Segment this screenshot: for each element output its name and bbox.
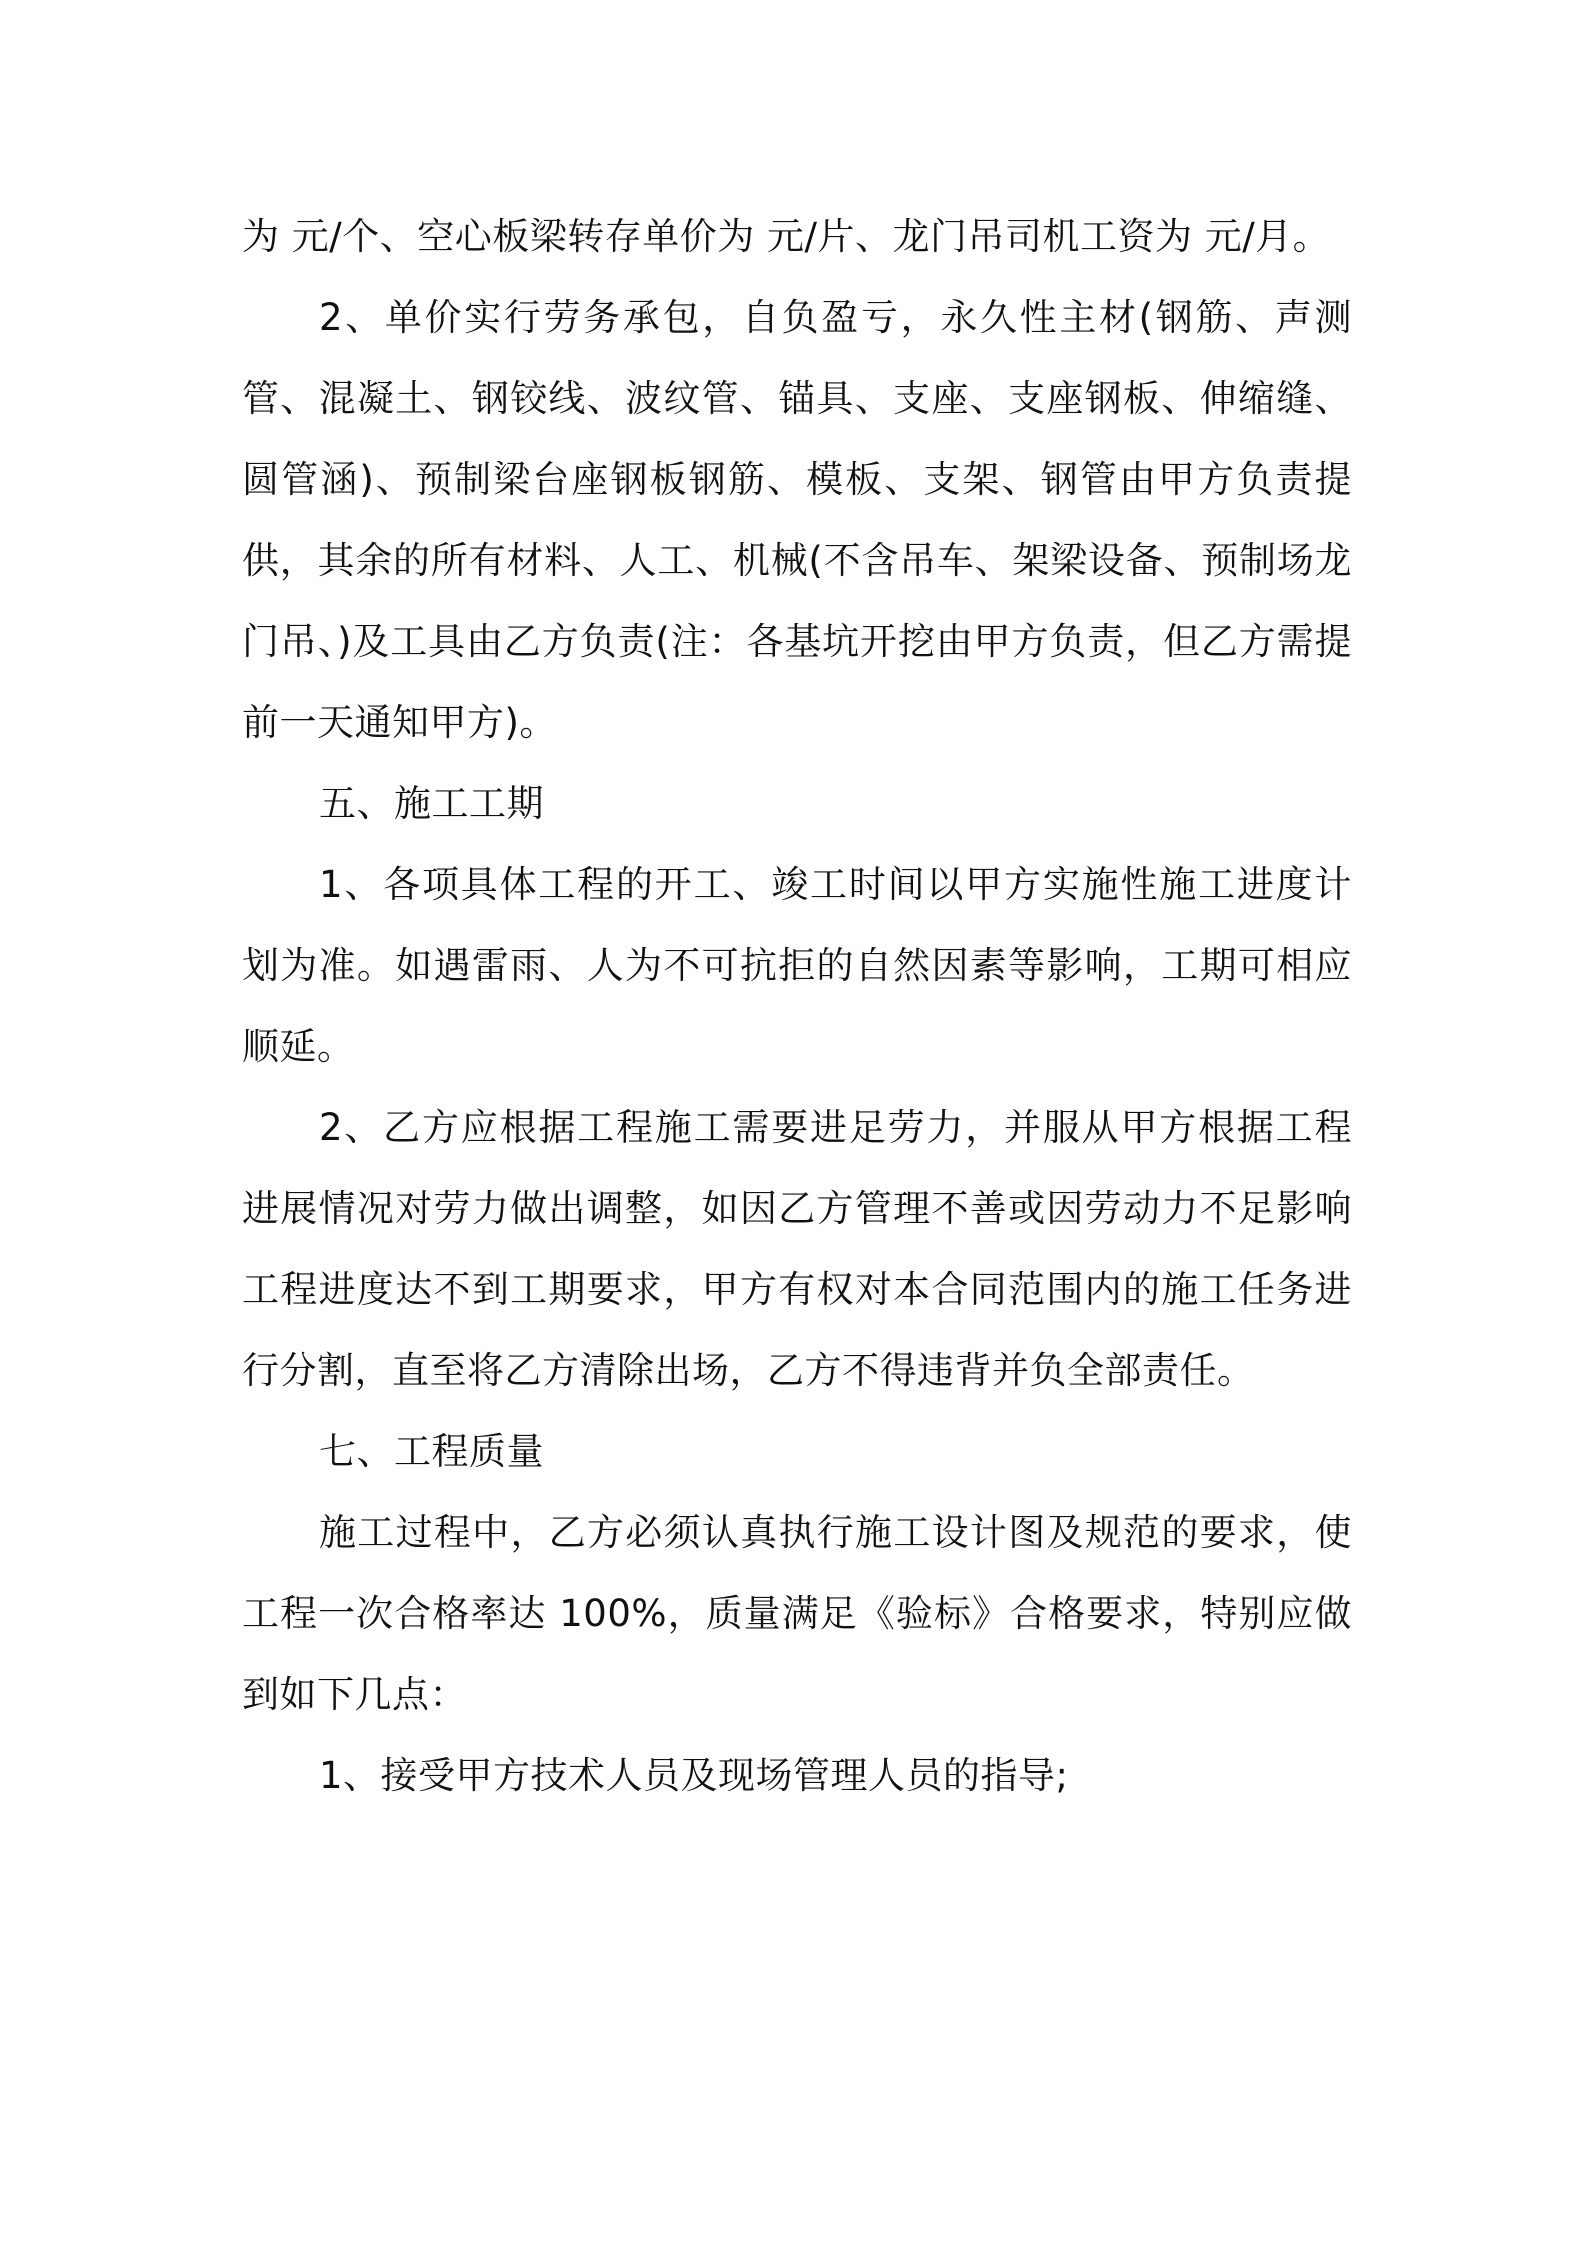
paragraph-labor-contract: 2、单价实行劳务承包，自负盈亏，永久性主材(钢筋、声测管、混凝土、钢铰线、波纹管、锚具、支座、支座钢板、伸缩缝、圆管涵)、预制梁台座钢板钢筋、模板、支架、钢管由甲方负责提供，其余的所有材料、人工、机械(不含吊车、架梁设备、预制场龙门吊、)及工具由乙方负责(注：各基坑开挖由甲方负责，但乙方需提前一天通知甲方)。	[242, 296, 1352, 744]
section-heading-construction-period: 五、施工工期	[319, 782, 544, 825]
document-page	[242, 196, 1352, 1816]
list-item-accept-guidance: 1、接受甲方技术人员及现场管理人员的指导;	[319, 1754, 1069, 1797]
section-heading-engineering-quality: 七、工程质量	[319, 1430, 544, 1473]
paragraph-schedule-start-finish: 1、各项具体工程的开工、竣工时间以甲方实施性施工进度计划为准。如遇雷雨、人为不可抗拒的自然因素等影响，工期可相应顺延。	[242, 863, 1352, 1068]
paragraph-labor-adjustment: 2、乙方应根据工程施工需要进足劳力，并服从甲方根据工程进展情况对劳力做出调整，如因乙方管理不善或因劳动力不足影响工程进度达不到工期要求，甲方有权对本合同范围内的施工任务进行分割，直至将乙方清除出场，乙方不得违背并负全部责任。	[242, 1106, 1352, 1392]
paragraph-unit-prices-continued: 为 元/个、空心板梁转存单价为 元/片、龙门吊司机工资为 元/月。	[242, 215, 1331, 258]
paragraph-quality-requirements: 施工过程中，乙方必须认真执行施工设计图及规范的要求，使工程一次合格率达 100%，质量满足《验标》合格要求，特别应做到如下几点：	[242, 1511, 1352, 1716]
